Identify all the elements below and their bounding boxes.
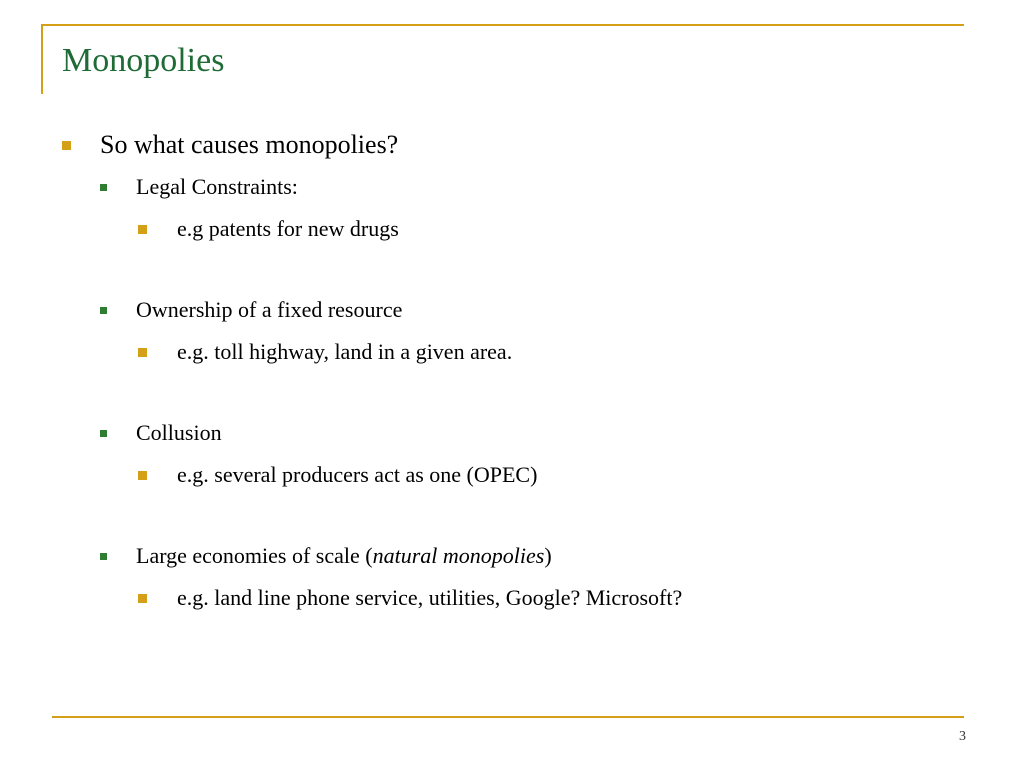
bullet-text-italic: natural monopolies — [372, 543, 545, 568]
footer-rule — [52, 716, 964, 718]
square-bullet-icon — [100, 430, 107, 437]
bullet-legal — [100, 172, 298, 202]
bullet-ownership — [100, 295, 402, 325]
title-left-rule — [41, 24, 43, 94]
bullet-text-suffix: ) — [544, 543, 552, 568]
bullet-text — [136, 541, 552, 571]
square-bullet-icon — [100, 307, 107, 314]
bullet-legal-example — [138, 214, 399, 244]
bullet-main — [62, 128, 398, 162]
bullet-text: So what causes monopolies? — [100, 130, 399, 159]
bullet-collusion — [100, 418, 222, 448]
square-bullet-icon — [62, 141, 71, 150]
square-bullet-icon — [138, 225, 147, 234]
bullet-text: e.g. several producers act as one (OPEC) — [177, 462, 538, 487]
bullet-text: Ownership of a fixed resource — [136, 297, 403, 322]
bullet-text-prefix: Large economies of scale ( — [136, 543, 373, 568]
square-bullet-icon — [138, 594, 147, 603]
square-bullet-icon — [138, 348, 147, 357]
page-number: 3 — [959, 729, 966, 744]
bullet-text: Collusion — [136, 420, 222, 445]
bullet-text: e.g. land line phone service, utilities, Google? Microsoft? — [177, 585, 683, 610]
bullet-collusion-example — [138, 460, 537, 490]
bullet-scale-example — [138, 583, 682, 613]
square-bullet-icon — [100, 184, 107, 191]
bullet-ownership-example — [138, 337, 512, 367]
title-top-rule — [41, 24, 964, 26]
bullet-text: Legal Constraints: — [136, 174, 298, 199]
slide-title: Monopolies — [62, 42, 225, 79]
bullet-text: e.g. toll highway, land in a given area. — [177, 339, 513, 364]
bullet-scale — [100, 541, 552, 571]
bullet-text: e.g patents for new drugs — [177, 216, 399, 241]
square-bullet-icon — [100, 553, 107, 560]
square-bullet-icon — [138, 471, 147, 480]
